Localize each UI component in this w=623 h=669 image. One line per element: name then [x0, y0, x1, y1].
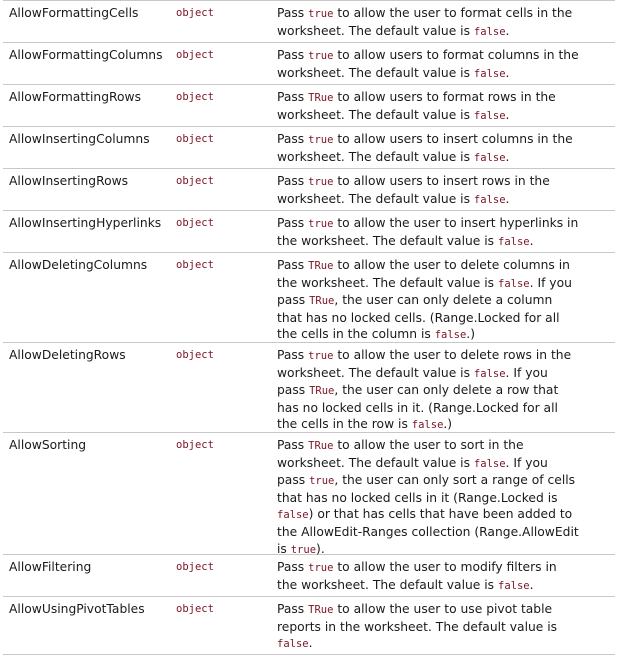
description-text: . If you [505, 365, 548, 380]
table-row [3, 127, 615, 169]
code-keyword: TRue [309, 295, 335, 308]
description-text: . If you [505, 455, 548, 470]
property-description [277, 173, 613, 208]
code-keyword: false [498, 235, 530, 248]
description-text: pass [277, 473, 310, 488]
code-keyword: true [308, 8, 334, 20]
description-text: Pass [277, 48, 309, 62]
code-keyword: false [277, 509, 309, 522]
property-description [277, 5, 613, 40]
table-row [3, 343, 615, 433]
description-text: .) [443, 417, 453, 432]
description-text: worksheet. The default value is [277, 23, 474, 38]
description-text: ). [316, 541, 325, 556]
description-text: Pass [277, 258, 309, 272]
table-row [3, 433, 615, 555]
table-row [3, 43, 615, 85]
code-keyword: TRue [308, 440, 334, 452]
description-text: Pass [277, 174, 309, 188]
description-text: to allow the user to sort in the [333, 438, 524, 452]
code-keyword: false [277, 638, 309, 651]
code-keyword: false [411, 419, 444, 432]
code-keyword: false [434, 329, 467, 342]
code-keyword: false [473, 193, 506, 206]
code-keyword: false [473, 25, 506, 38]
property-type: object [176, 603, 214, 615]
description-text: , the user can only delete a column [334, 293, 553, 308]
description-text: Pass [277, 90, 309, 104]
property-name: AllowFormattingCells [9, 6, 139, 20]
description-text: to allow users to insert columns in the [333, 132, 573, 146]
code-keyword: false [473, 109, 506, 122]
description-text: the worksheet. The default value is [277, 233, 499, 248]
description-text: worksheet. The default value is [277, 365, 474, 380]
description-text: pass [277, 383, 310, 398]
description-text: to allow the user to insert hyperlinks in [333, 216, 579, 230]
code-keyword: true [308, 350, 334, 362]
code-keyword: TRue [308, 260, 334, 272]
property-name: AllowUsingPivotTables [9, 602, 145, 616]
property-name: AllowFormattingRows [9, 90, 141, 104]
description-text: to allow the user to use pivot table [333, 602, 553, 616]
property-type: object [176, 259, 214, 271]
property-name: AllowFormattingColumns [9, 48, 163, 62]
description-text: to allow users to format columns in the [333, 48, 579, 62]
code-keyword: true [308, 218, 334, 230]
description-text: worksheet. The default value is [277, 191, 474, 206]
description-text: Pass [277, 438, 309, 452]
description-text: ) or that has cells that have been added to [308, 507, 573, 522]
table-row [3, 1, 615, 43]
properties-table [3, 0, 615, 655]
table-row [3, 85, 615, 127]
description-text: has no locked cells in it. (Range.Locked for all [277, 400, 558, 415]
table-row [3, 555, 615, 597]
property-description [277, 257, 613, 344]
description-text: to allow the user to delete rows in the [333, 348, 572, 362]
property-type: object [176, 133, 214, 145]
description-text: . [529, 577, 534, 592]
description-text: Pass [277, 6, 309, 20]
description-text: the worksheet. The default value is [277, 577, 499, 592]
table-row [3, 597, 615, 655]
property-type: object [176, 349, 214, 361]
description-text: worksheet. The default value is [277, 455, 474, 470]
property-description [277, 215, 613, 250]
description-text: . [505, 107, 510, 122]
description-text: to allow the user to modify filters in [333, 560, 557, 574]
code-keyword: TRue [308, 92, 334, 104]
code-keyword: true [308, 562, 334, 574]
description-text: .) [466, 327, 476, 342]
description-text: . [505, 149, 510, 164]
property-type: object [176, 91, 214, 103]
property-type: object [176, 175, 214, 187]
description-text: to allow the user to format cells in the [333, 6, 573, 20]
property-description [277, 131, 613, 166]
description-text: . If you [529, 275, 572, 290]
code-keyword: true [308, 50, 334, 62]
table-row [3, 169, 615, 211]
description-text: pass [277, 293, 310, 308]
property-name: AllowInsertingColumns [9, 132, 150, 146]
code-keyword: false [473, 151, 506, 164]
property-name: AllowInsertingRows [9, 174, 129, 188]
property-name: AllowDeletingRows [9, 348, 126, 362]
code-keyword: TRue [308, 604, 334, 616]
code-keyword: false [498, 579, 530, 592]
description-text: , the user can only sort a range of cells [334, 473, 576, 488]
description-text: worksheet. The default value is [277, 65, 474, 80]
description-text: Pass [277, 132, 309, 146]
code-keyword: true [309, 475, 335, 488]
description-text: , the user can only delete a row that [334, 383, 559, 398]
property-description [277, 89, 613, 124]
property-description [277, 47, 613, 82]
property-name: AllowInsertingHyperlinks [9, 216, 162, 230]
property-name: AllowDeletingColumns [9, 258, 148, 272]
description-text: Pass [277, 216, 309, 230]
code-keyword: false [473, 457, 506, 470]
table-row [3, 211, 615, 253]
description-text: to allow users to format rows in the [333, 90, 556, 104]
description-text: to allow users to insert rows in the [333, 174, 550, 188]
code-keyword: true [290, 543, 317, 556]
property-description [277, 559, 613, 594]
description-text: . [505, 23, 510, 38]
property-name: AllowFiltering [9, 560, 92, 574]
table-row [3, 253, 615, 343]
description-text: worksheet. The default value is [277, 149, 474, 164]
property-type: object [176, 7, 214, 19]
property-description [277, 601, 613, 653]
description-text: . [308, 636, 313, 651]
property-name: AllowSorting [9, 438, 87, 452]
code-keyword: false [473, 367, 506, 380]
description-text: . [529, 233, 534, 248]
description-text: that has no locked cells. (Range.Locked for all [277, 310, 560, 325]
description-text: to allow the user to delete columns in [333, 258, 570, 272]
property-type: object [176, 49, 214, 61]
description-text: . [505, 191, 510, 206]
property-type: object [176, 561, 214, 573]
description-text: Pass [277, 602, 309, 616]
description-text: the worksheet. The default value is [277, 275, 499, 290]
code-keyword: true [308, 176, 334, 188]
description-text: is [277, 541, 291, 556]
code-keyword: false [473, 67, 506, 80]
description-text: Pass [277, 348, 309, 362]
description-text: the AllowEdit-Ranges collection (Range.AllowEdit [277, 524, 579, 539]
description-text: reports in the worksheet. The default value is [277, 619, 558, 634]
code-keyword: true [308, 134, 334, 146]
property-type: object [176, 217, 214, 229]
description-text: Pass [277, 560, 309, 574]
property-description [277, 437, 613, 558]
code-keyword: false [498, 277, 530, 290]
property-description [277, 347, 613, 434]
description-text: that has no locked cells in it (Range.Locked is [277, 490, 558, 505]
property-type: object [176, 439, 214, 451]
description-text: the cells in the row is [277, 417, 412, 432]
description-text: the cells in the column is [277, 327, 435, 342]
description-text: . [505, 65, 510, 80]
code-keyword: TRue [309, 385, 335, 398]
description-text: worksheet. The default value is [277, 107, 474, 122]
